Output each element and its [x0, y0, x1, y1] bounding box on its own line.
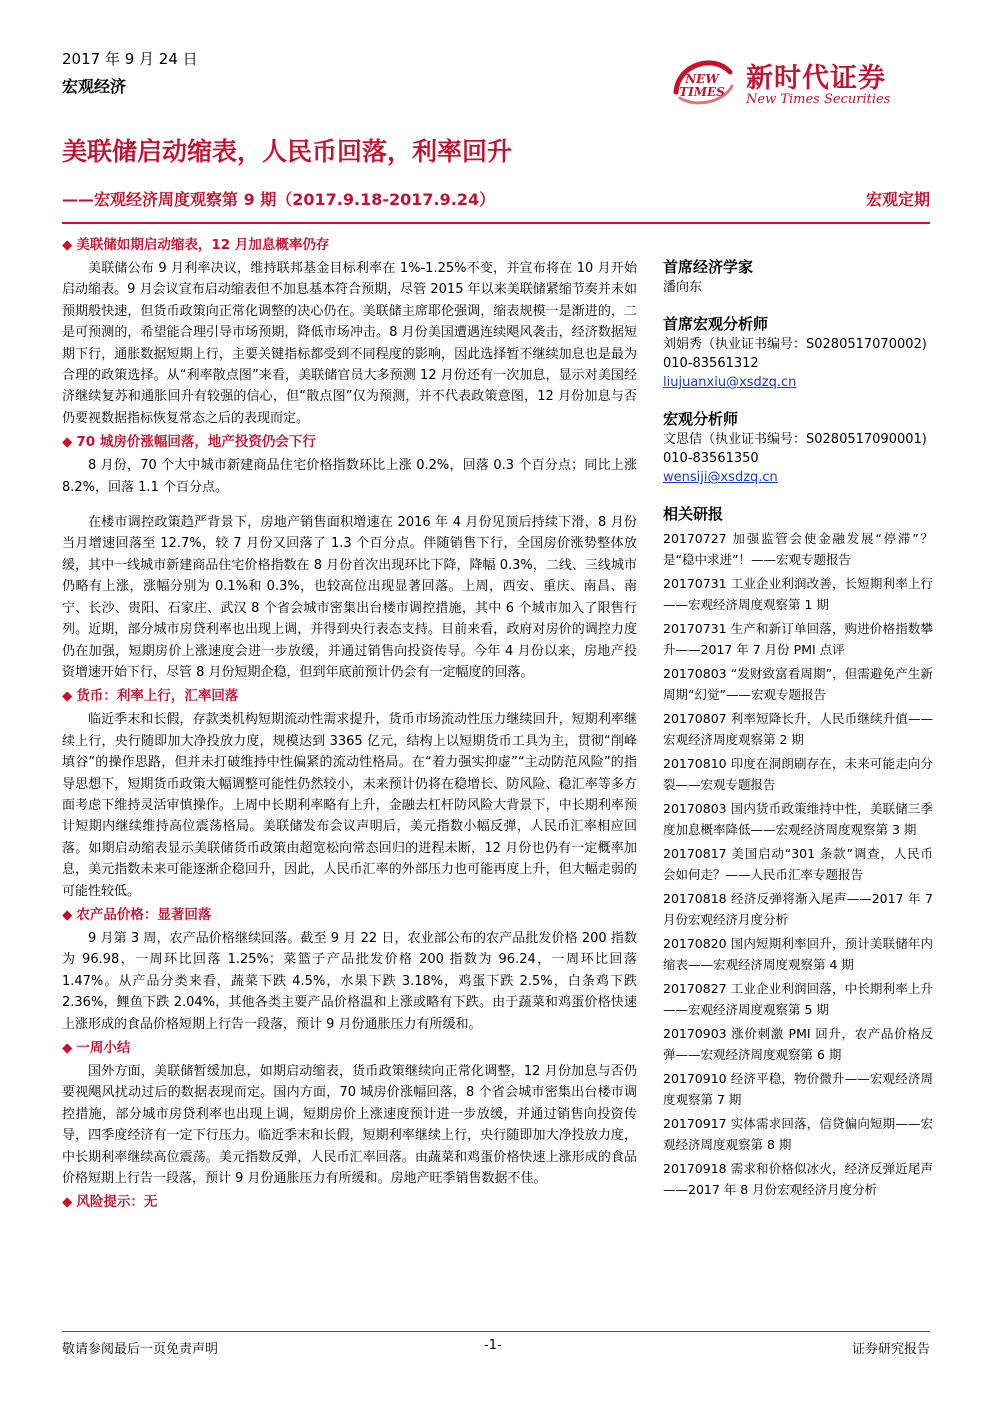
body-paragraph: 美联储公布 9 月利率决议，维持联邦基金目标利率在 1%-1.25%不变，并宣布将在 10 月开始启动缩表。9 月会议宣布启动缩表但不加息基本符合预期，尽管 2015 年以来美联储紧缩节奏并未如预期般快速，但货币政策向正常化调整的决心仍在。美联储主席耶伦强调，缩表规模一是渐进的，二是可预测的，希望能合理引导市场预期，降低市场冲击。8 月份美国遭遇连续飓风袭击，经济数据短期下行，通胀数据短期上行，主要关键指标都受到不同程度的影响，因此选择暂不继续加息也是最为合理的政策选择。从“利率散点图”来看，美联储官员大多预测 12 月份还有一次加息，显示对美国经济继续复苏和通胀回升有较强的信心，但“散点图”仅为预测，并不代表政策意图，12 月份加息与否仍要视数据指标恢复常态之后的表现而定。 — [62, 261, 637, 426]
related-report-item: 20170818 经济反弹将渐入尾声——2017 年 7 月份宏观经济月度分析 — [663, 891, 933, 927]
sidebar — [663, 256, 933, 1204]
diamond-bullet-icon: ◆ — [62, 434, 73, 451]
analyst-block — [663, 313, 933, 392]
related-reports-heading: 相关研报 — [663, 505, 724, 523]
body-paragraph: 8 月份，70 个大中城市新建商品住宅价格指数环比上涨 0.2%，回落 0.3 个百分点；同比上涨 8.2%，回落 1.1 个百分点。 — [62, 458, 637, 495]
related-report-item: 20170918 需求和价格似冰火，经济反弹近尾声——2017 年 8 月份宏观经济月度分析 — [663, 1161, 933, 1197]
related-report-item: 20170910 经济平稳，物价微升——宏观经济周度观察第 7 期 — [663, 1071, 933, 1107]
analyst-role: 首席宏观分析师 — [663, 315, 769, 333]
footer-divider — [62, 1331, 930, 1332]
section-heading: ◆ 风险提示：无 — [62, 1191, 637, 1213]
related-report-item: 20170731 工业企业利润改善，长短期利率上行——宏观经济周度观察第 1 期 — [663, 576, 933, 612]
document-type: 宏观定期 — [865, 190, 930, 209]
section-heading: ◆ 美联储如期启动缩表，12 月加息概率仍存 — [62, 234, 637, 256]
analyst-email-link[interactable]: liujuanxiu@xsdzq.cn — [663, 375, 797, 390]
section-heading: ◆ 一周小结 — [62, 1037, 637, 1059]
svg-text:NEW: NEW — [685, 72, 719, 86]
analyst-block — [663, 256, 933, 297]
related-report-item: 20170810 印度在洞朗刷存在，未来可能走向分裂——宏观专题报告 — [663, 756, 933, 792]
related-report-item: 20170803 “发财致富看周期”，但需避免产生新周期“幻觉”——宏观专题报告 — [663, 666, 933, 702]
related-report-item: 20170807 利率短降长升，人民币继续升值——宏观经济周度观察第 2 期 — [663, 711, 933, 747]
analyst-block — [663, 408, 933, 487]
company-logo — [668, 52, 936, 112]
related-report-item: 20170903 涨价刺激 PMI 回升，农产品价格反弹——宏观经济周度观察第 6 期 — [663, 1026, 933, 1062]
report-subtitle: ——宏观经济周度观察第 9 期（2017.9.18-2017.9.24） — [62, 190, 496, 209]
related-report-item: 20170731 生产和新订单回落，购进价格指数攀升——2017 年 7 月份 PMI 点评 — [663, 621, 933, 657]
footer-disclaimer: 敬请参阅最后一页免责声明 — [62, 1342, 219, 1357]
diamond-bullet-icon: ◆ — [62, 1040, 73, 1056]
analyst-name: 文思佶（执业证书编号：S0280517090001) — [663, 432, 927, 447]
page-number: -1- — [484, 1338, 502, 1353]
body-paragraph: 9 月第 3 周，农产品价格继续回落。截至 9 月 22 日，农业部公布的农产品批发价格 200 指数为 96.98，一周环比回落 1.25%；菜篮子产品批发价格 200 指数为 96.24，一周环比回落 1.47%。从产品分类来看，蔬菜下跌 4.5%，水果下跌 3.18%，鸡蛋下跌 2.5%，白条鸡下跌 2.36%，鲤鱼下跌 2.04%，其他各类主要产品价格温和上涨或略有下跌。由于蔬菜和鸡蛋价格快速上涨形成的食品价格短期上行告一段落，预计 9 月份通胀压力有所缓和。 — [62, 930, 637, 1032]
analyst-name: 潘向东 — [663, 280, 703, 295]
logo-mark-icon — [668, 52, 738, 110]
analyst-role: 首席经济学家 — [663, 258, 754, 276]
related-report-item: 20170827 工业企业利润回落，中长期利率上升——宏观经济周度观察第 5 期 — [663, 981, 933, 1017]
footer-report-type: 证券研究报告 — [851, 1342, 930, 1357]
analyst-phone: 010-83561350 — [663, 451, 759, 466]
diamond-bullet-icon: ◆ — [62, 688, 73, 705]
section-heading: ◆ 农产品价格：显著回落 — [62, 904, 637, 926]
related-report-item: 20170727 加强监管会使金融发展“停滞”？是“稳中求进”！——宏观专题报告 — [663, 531, 933, 567]
logo-english-name: New Times Securities — [746, 92, 891, 107]
analyst-role: 宏观分析师 — [663, 410, 739, 428]
body-paragraph: 临近季末和长假，存款类机构短期流动性需求提升，货币市场流动性压力继续回升，短期利率继续上行，央行随即加大净投放力度，规模达到 3365 亿元，结构上以短期货币工具为主，贯彻“削峰填谷”的操作思路，但并未打破维持中性偏紧的流动性格局。在“着力强实抑虚”“主动防范风险”的指导思想下，短期货币政策大幅调整可能性仍然较小，未来预计仍将在稳增长、防风险、稳汇率等多方面考虑下维持灵活审慎操作。上周中长期利率略有上升，金融去杠杆防风险大背景下，中长期利率预计短期内继续维持高位震荡格局。美联储发布会议声明后，美元指数小幅反弹，人民币汇率相应回落。如期启动缩表显示美联储货币政策由超宽松向常态回归的进程未断，12 月份也仍有一定概率加息，美元指数未来可能逐渐企稳回升，因此，人民币汇率的外部压力也可能再度上升，但大幅走弱的可能性较低。 — [62, 712, 637, 899]
diamond-bullet-icon: ◆ — [62, 906, 73, 923]
body-paragraph: 在楼市调控政策趋严背景下，房地产销售面积增速在 2016 年 4 月份见顶后持续下滑，8 月份当月增速回落至 12.7%，较 7 月份又回落了 1.3 个百分点。伴随销售下行，全国房价涨势整体放缓，其中一线城市新建商品住宅价格指数在 8 月份首次出现环比下降，降幅 0.3%，二线、三线城市仍略有上涨，涨幅分别为 0.1%和 0.3%，也较高位出现显著回落。上周，西安、重庆、南昌、南宁、长沙、贵阳、石家庄、武汉 8 个省会城市密集出台楼市调控措施，其中 6 个城市加入了限售行列。近期，部分城市房贷利率也出现上调，并得到央行表态支持。目前来看，政府对房价的调控力度仍在加强，短期房价上涨速度会进一步放缓，并通过销售向投资传导。今年 4 月份以来，房地产投资增速开始下行，尽管 8 月份短期企稳，但到年底前预计仍会有一定幅度的回落。 — [62, 515, 637, 680]
related-report-item: 20170820 国内短期利率回升，预计美联储年内缩表——宏观经济周度观察第 4 期 — [663, 936, 933, 972]
analyst-phone: 010-83561312 — [663, 356, 759, 371]
main-content — [62, 232, 637, 1215]
report-date: 2017 年 9 月 24 日 — [62, 50, 198, 68]
report-title: 美联储启动缩表，人民币回落，利率回升 — [62, 137, 513, 166]
related-report-item: 20170803 国内货币政策维持中性，美联储三季度加息概率降低——宏观经济周度观察第 3 期 — [663, 801, 933, 837]
diamond-bullet-icon: ◆ — [62, 237, 73, 253]
diamond-bullet-icon: ◆ — [62, 1194, 73, 1211]
section-heading: ◆ 70 城房价涨幅回落，地产投资仍会下行 — [62, 431, 637, 453]
related-report-item: 20170917 实体需求回落，信贷偏向短期——宏观经济周度观察第 8 期 — [663, 1116, 933, 1152]
section-heading: ◆ 货币：利率上行，汇率回落 — [62, 685, 637, 707]
logo-chinese-name: 新时代证券 — [746, 63, 886, 94]
analyst-name: 刘娟秀（执业证书编号：S0280517070002) — [663, 337, 927, 352]
svg-text:TIMES: TIMES — [679, 85, 725, 99]
body-paragraph: 国外方面，美联储暂缓加息，如期启动缩表，货币政策继续向正常化调整，12 月份加息与否仍要视飓风扰动过后的数据表现而定。国内方面，70 城房价涨幅回落，8 个省会城市密集出台楼市调控措施，部分城市房贷利率也出现上调，短期房价上涨速度预计进一步放缓，并通过销售向投资传导，四季度经济有一定下行压力。临近季末和长假，短期利率继续上行，央行随即加大净投放力度，中长期利率继续高位震荡。美元指数反弹，人民币汇率回落。由蔬菜和鸡蛋价格快速上涨形成的食品价格短期上行告一段落，预计 9 月份通胀压力有所缓和。房地产旺季销售数据不佳。 — [62, 1064, 637, 1187]
report-section: 宏观经济 — [62, 77, 127, 96]
related-report-item: 20170817 美国启动“301 条款”调查，人民币会如何走？——人民币汇率专题报告 — [663, 846, 933, 882]
header-divider — [62, 222, 930, 224]
analyst-email-link[interactable]: wensiji@xsdzq.cn — [663, 470, 778, 485]
